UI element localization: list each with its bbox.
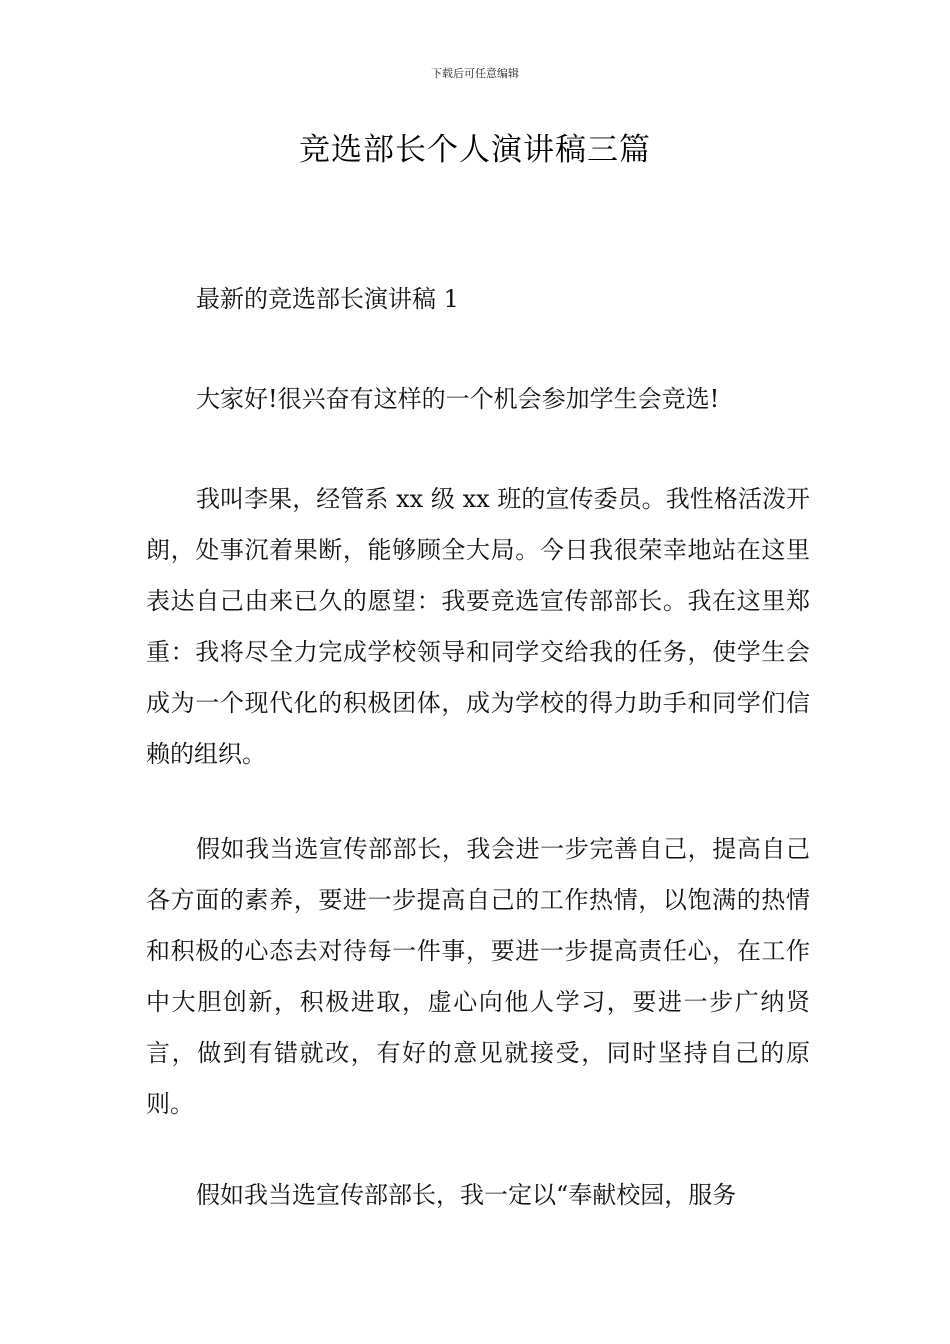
section-heading: 最新的竞选部长演讲稿 1 [196,285,459,313]
paragraph-greeting: 大家好!很兴奋有这样的一个机会参加学生会竞选! [196,385,720,413]
document-title: 竞选部长个人演讲稿三篇 [299,132,651,168]
paragraph-2: 假如我当选宣传部部长，我会进一步完善自己，提高自己各方面的素养，要进一步提高自己的工作热情，以饱满的热情和积极的心态去对待每一件事，要进一步提高责任心，在工作中大胆创新，积极进取，虚心向他人学习，要进一步广纳贤言，做到有错就改，有好的意见就接受，同时坚持自己的原则。 [146,835,810,1118]
paragraph-intro: 我叫李果，经管系 xx 级 xx 班的宣传委员。我性格活泼开朗，处事沉着果断，能够顾全大局。今日我很荣幸地站在这里表达自己由来已久的愿望：我要竞选宣传部部长。我在这里郑重：我将尽全力完成学校领导和同学交给我的任务，使学生会成为一个现代化的积极团体，成为学校的得力助手和同学们信赖的组织。 [146,485,810,768]
header-note: 下载后可任意编辑 [431,67,519,80]
paragraph-3: 假如我当选宣传部部长，我一定以“奉献校园，服务 [196,1181,737,1209]
